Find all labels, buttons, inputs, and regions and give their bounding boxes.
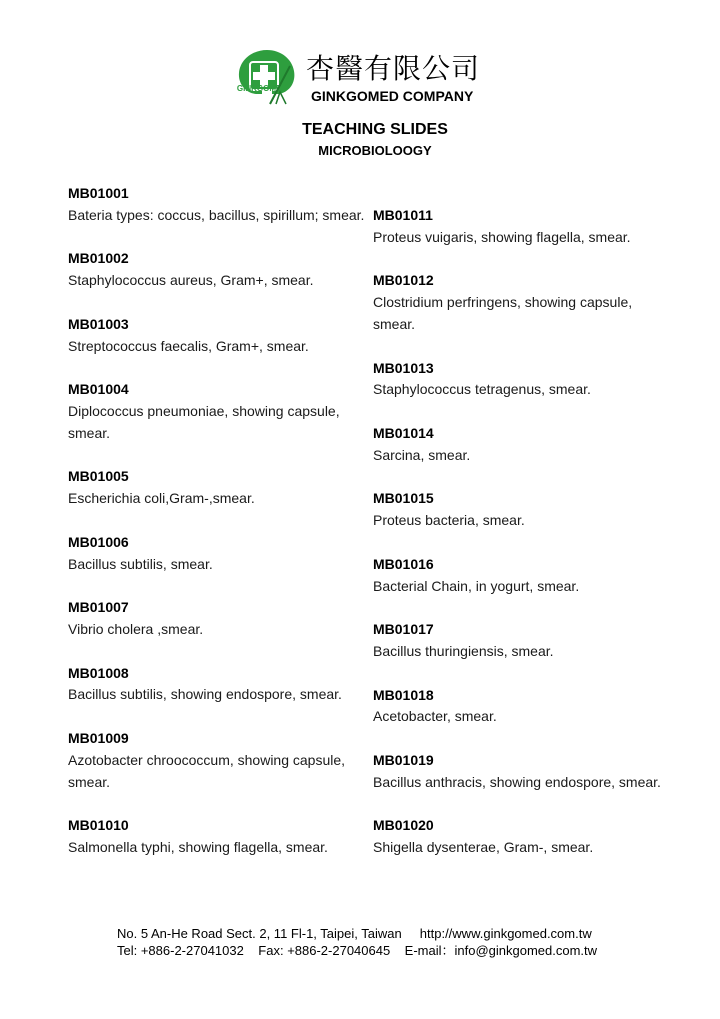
slide-description: Shigella dysenterae, Gram-, smear.: [373, 839, 594, 856]
slide-description: Bacillus anthracis, showing endospore, smear.: [373, 773, 661, 790]
list-item: [373, 488, 663, 532]
slide-code: MB01009: [68, 729, 129, 746]
slide-code: MB01017: [373, 621, 434, 638]
company-name-english: GINKGOMED COMPANY: [311, 88, 474, 104]
slide-description: Clostridium perfringens, showing capsule, smear.: [373, 294, 633, 332]
list-item: [373, 205, 663, 249]
list-item: [373, 750, 663, 794]
slide-code: MB01013: [373, 359, 434, 376]
slides-list-right: [373, 205, 663, 859]
slide-description: Salmonella typhi, showing flagella, smear.: [68, 838, 328, 855]
slides-list-left: [68, 183, 368, 859]
footer-contact: [117, 925, 597, 959]
company-name-chinese: 杏醫有限公司: [306, 52, 481, 85]
slide-code: MB01016: [373, 555, 434, 572]
list-item: [68, 466, 368, 510]
company-logo: [232, 46, 302, 108]
list-item: [68, 379, 368, 444]
slide-code: MB01020: [373, 817, 434, 834]
slide-description: Bacterial Chain, in yogurt, smear.: [373, 577, 580, 594]
slide-description: Diplococcus pneumoniae, showing capsule, smear.: [68, 402, 340, 441]
list-item: [68, 532, 368, 576]
list-item: [373, 685, 663, 729]
footer-phone-line: Tel: +886-2-27041032 Fax: +886-2-27040645 E-mail：info@ginkgomed.com.tw: [117, 943, 598, 958]
slide-description: Proteus bacteria, smear.: [373, 512, 525, 529]
slide-description: Staphylococcus aureus, Gram+, smear.: [68, 272, 314, 289]
slide-code: MB01003: [68, 315, 129, 332]
list-item: [68, 597, 368, 641]
list-item: [373, 554, 663, 598]
page-subtitle: MICROBIOLOOGY: [318, 143, 432, 158]
slide-description: Streptococcus faecalis, Gram+, smear.: [68, 337, 309, 354]
list-item: [68, 728, 368, 793]
slide-description: Bacillus subtilis, showing endospore, smear.: [68, 686, 342, 703]
slide-code: MB01014: [373, 424, 434, 441]
slide-description: Azotobacter chroococcum, showing capsule, smear.: [68, 751, 346, 790]
list-item: [68, 663, 368, 707]
slide-code: MB01018: [373, 686, 434, 703]
list-item: [373, 270, 663, 335]
slide-code: MB01007: [68, 599, 129, 616]
slide-description: Escherichia coli,Gram-,smear.: [68, 490, 255, 507]
slide-description: Sarcina, smear.: [373, 446, 471, 463]
slide-description: Staphylococcus tetragenus, smear.: [373, 381, 591, 398]
list-item: [68, 314, 368, 358]
slide-code: MB01012: [373, 272, 434, 289]
slide-description: Proteus vuigaris, showing flagella, smear.: [373, 228, 631, 245]
slide-code: MB01011: [373, 207, 433, 223]
slide-code: MB01010: [68, 817, 129, 834]
list-item: [373, 619, 663, 663]
slide-description: Bateria types: coccus, bacillus, spirillum; smear.: [68, 206, 365, 223]
slide-code: MB01006: [68, 533, 129, 550]
page-title: TEACHING SLIDES: [302, 121, 448, 138]
slide-code: MB01002: [68, 250, 129, 267]
list-item: [373, 423, 663, 467]
list-item: [373, 358, 663, 402]
slide-code: MB01005: [68, 468, 129, 485]
list-item: [68, 815, 368, 859]
list-item: [68, 248, 368, 292]
slide-description: Bacillus thuringiensis, smear.: [373, 642, 554, 659]
slide-code: MB01015: [373, 490, 434, 507]
slide-description: Vibrio cholera ,smear.: [68, 620, 204, 637]
slide-code: MB01004: [68, 381, 129, 398]
slide-description: Acetobacter, smear.: [373, 708, 497, 725]
slide-code: MB01019: [373, 751, 434, 768]
logo-text: GINKGOMED: [236, 84, 288, 93]
slide-description: Bacillus subtilis, smear.: [68, 555, 213, 572]
list-item: [68, 183, 368, 227]
list-item: [373, 815, 663, 859]
footer-address-line: No. 5 An-He Road Sect. 2, 11 Fl-1, Taipei, Taiwan http://www.ginkgomed.com.tw: [117, 926, 592, 941]
slide-code: MB01008: [68, 664, 129, 681]
slide-code: MB01001: [68, 185, 129, 201]
